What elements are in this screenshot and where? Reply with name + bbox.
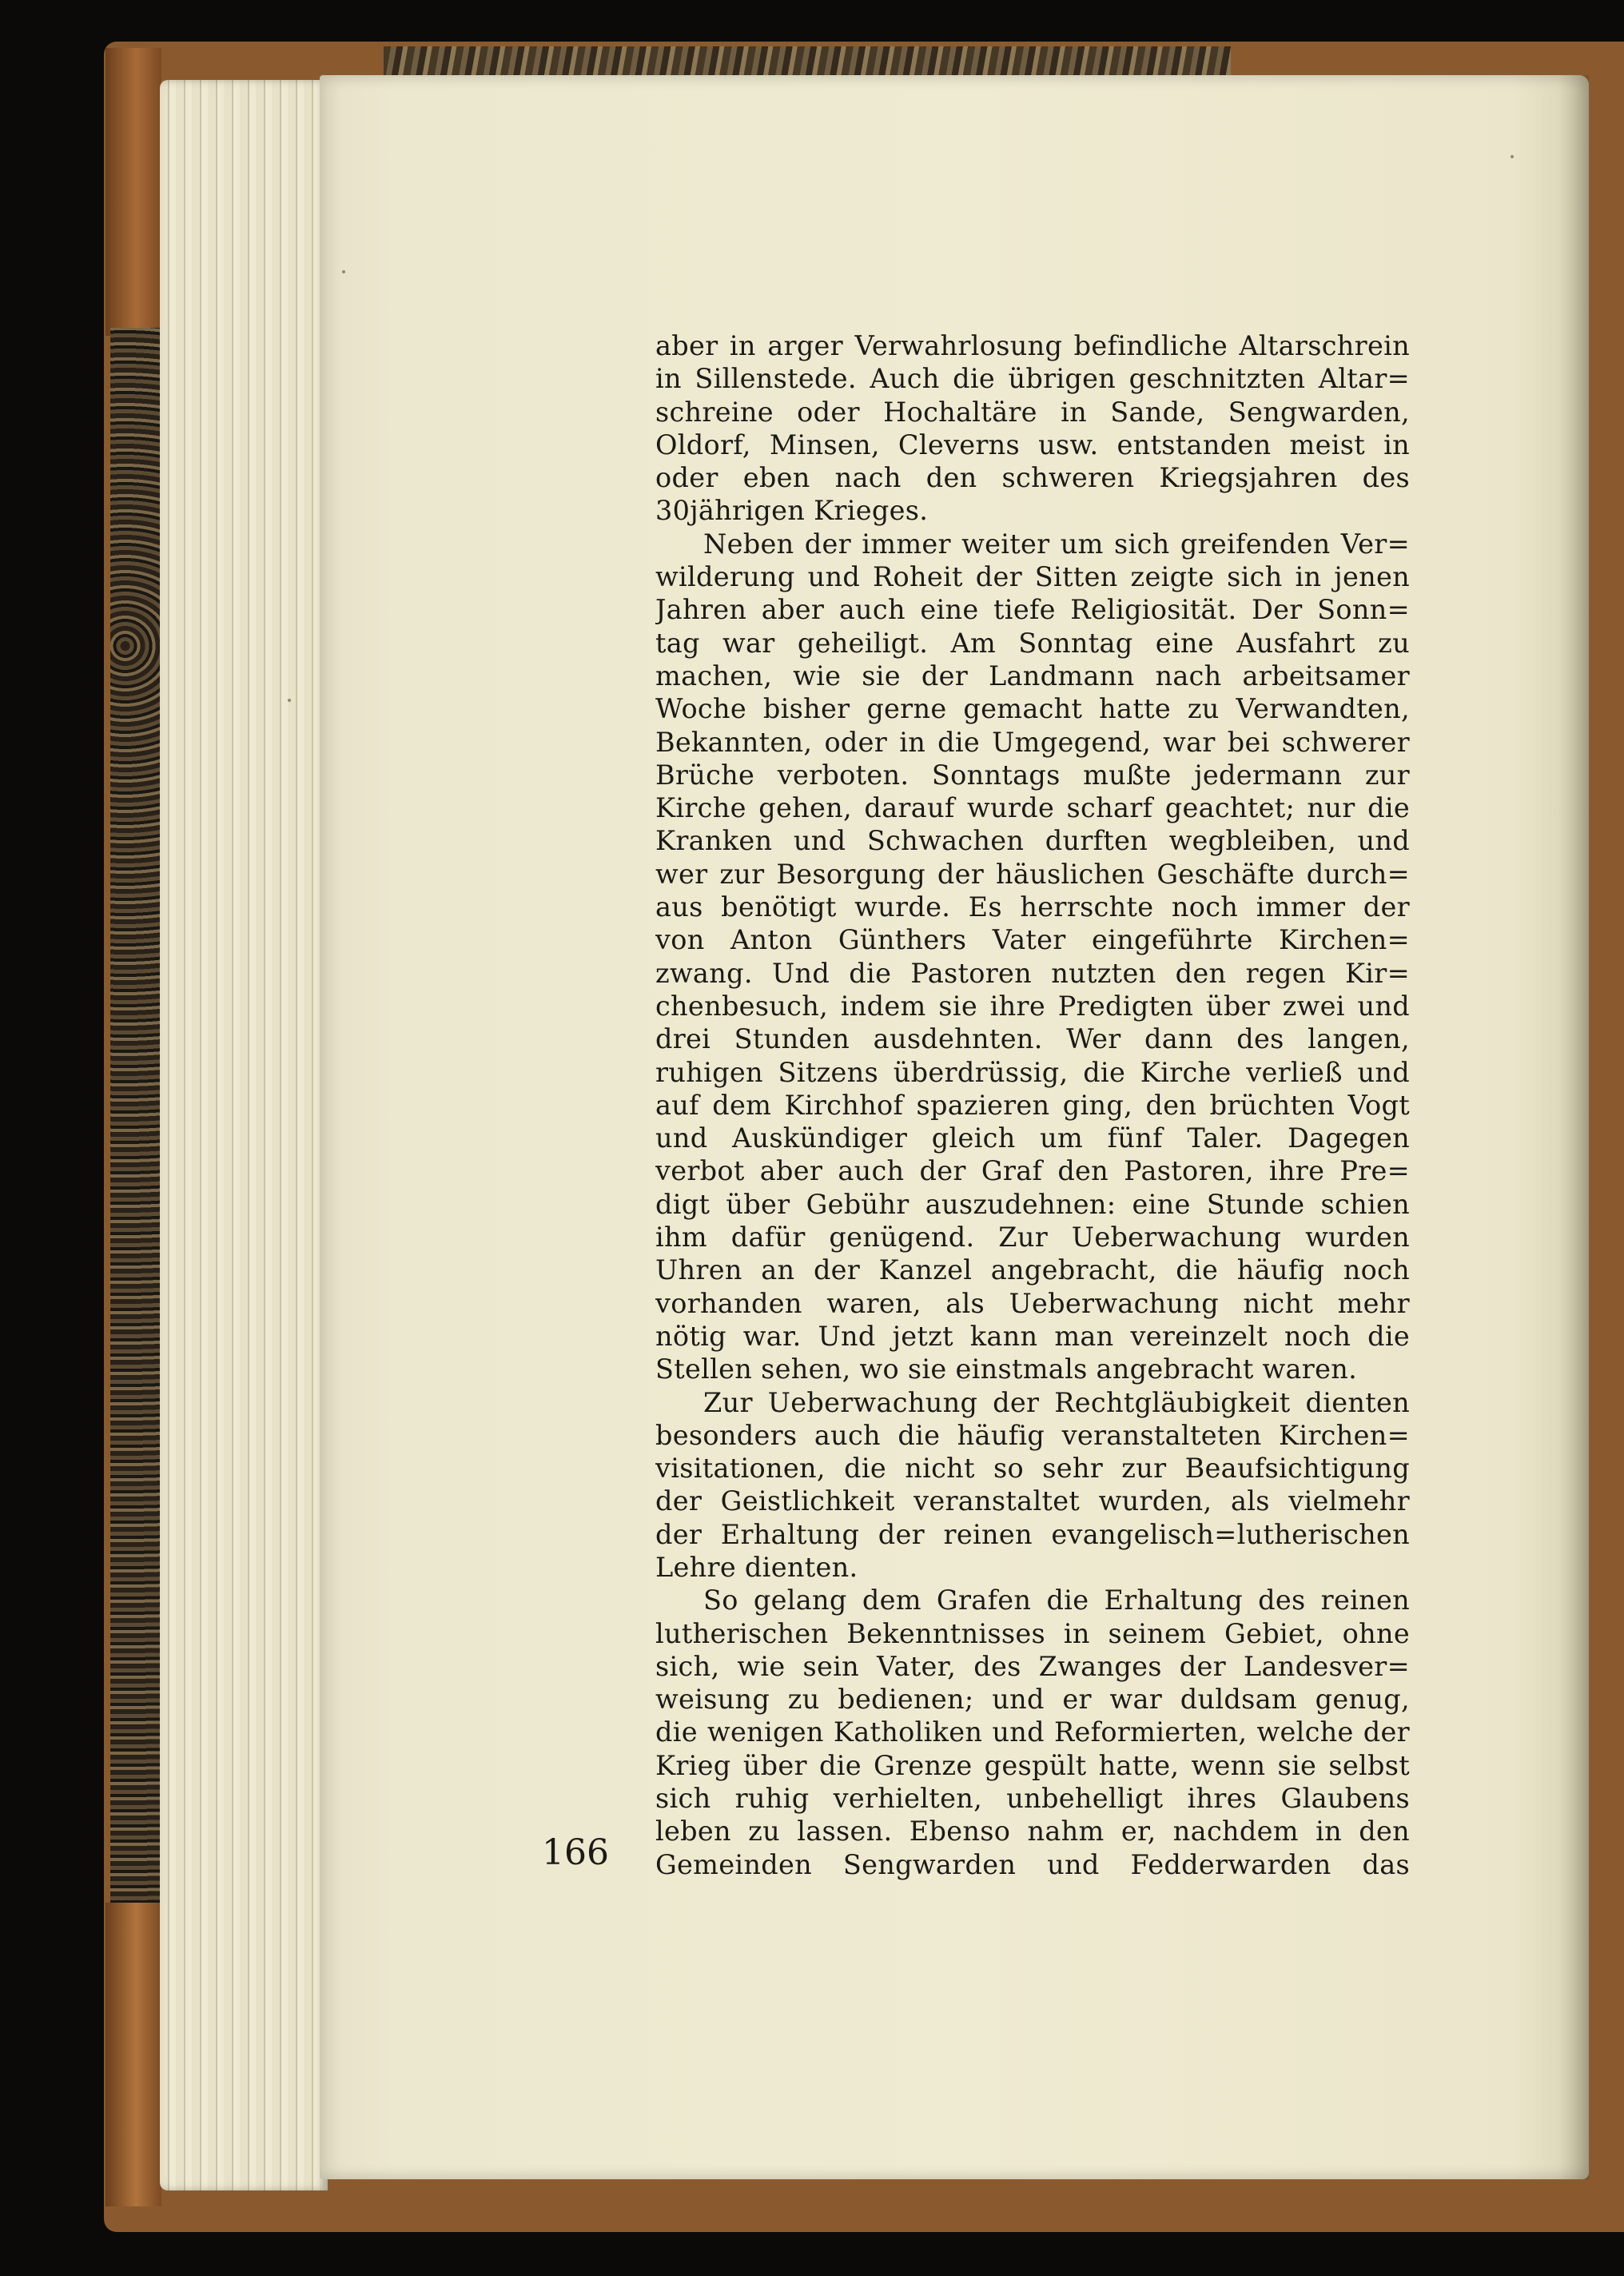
page-fore-edge [160,80,328,2190]
text-line: oder eben nach den schweren Kriegsjahren des [655,462,1410,494]
text-line: Bekannten, oder in die Umgegend, war bei schwerer [655,726,1410,758]
text-line: der Geistlichkeit veranstaltet wurden, als vielmehr [655,1485,1410,1517]
book-page [320,75,1589,2179]
marbled-edge-top [384,46,1231,78]
marbled-board [110,328,160,1919]
text-line: weisung zu bedienen; und er war duldsam genug, [655,1684,1410,1716]
text-line: Neben der immer weiter um sich greifenden Ver= [703,528,1410,560]
text-line: schreine oder Hochaltäre in Sande, Sengwarden, [655,396,1410,428]
text-line: verbot aber auch der Graf den Pastoren, ihre Pre= [655,1155,1410,1187]
body-text [655,329,1410,1881]
text-line: die wenigen Katholiken und Reformierten, welche der [655,1716,1410,1748]
text-line: der Erhaltung der reinen evangelisch=lutherischen [655,1518,1410,1550]
text-line: aus benötigt wurde. Es herrschte noch immer der [655,891,1410,923]
text-line: Zur Ueberwachung der Rechtgläubigkeit dienten [703,1386,1410,1418]
text-line: tag war geheiligt. Am Sonntag eine Ausfahrt zu [655,627,1410,659]
paper-speck [342,270,345,273]
text-line: Jahren aber auch eine tiefe Religiosität. Der Sonn= [655,594,1410,626]
text-line: machen, wie sie der Landmann nach arbeitsamer [655,660,1410,692]
page-gutter-shadow [1558,75,1589,2179]
text-line: Gemeinden Sengwarden und Fedderwarden das [655,1848,1410,1880]
text-line: in Sillenstede. Auch die übrigen geschnitzten Altar= [655,363,1410,395]
text-line: ihm dafür genügend. Zur Ueberwachung wurden [655,1222,1410,1254]
text-line: Oldorf, Minsen, Cleverns usw. entstanden meist in [655,428,1410,460]
leather-edge-bottom [105,1903,161,2206]
text-line: lutherischen Bekenntnisses in seinem Gebiet, ohne [655,1617,1410,1649]
text-line: ruhigen Sitzens überdrüssig, die Kirche verließ und [655,1056,1410,1088]
text-line: Krieg über die Grenze gespült hatte, wenn sie selbst [655,1749,1410,1781]
text-line: leben zu lassen. Ebenso nahm er, nachdem in den [655,1816,1410,1848]
page-number: 166 [542,1832,609,1873]
text-line: nötig war. Und jetzt kann man vereinzelt noch die [655,1320,1410,1352]
text-line: wilderung und Roheit der Sitten zeigte sich in jenen [655,561,1410,593]
text-line: auf dem Kirchhof spazieren ging, den brüchten Vogt [655,1089,1410,1121]
text-line: Kranken und Schwachen durften wegbleiben, und [655,825,1410,857]
text-line: wer zur Besorgung der häuslichen Geschäfte durch= [655,858,1410,890]
paper-speck [288,699,291,702]
text-line: aber in arger Verwahrlosung befindliche Altarschrein [655,330,1410,361]
text-line: besonders auch die häufig veranstalteten Kirchen= [655,1419,1410,1451]
text-line: Lehre dienten. [655,1551,858,1583]
text-line: visitationen, die nicht so sehr zur Beaufsichtigung [655,1453,1410,1485]
leather-edge-top [105,48,161,336]
text-line: drei Stunden ausdehnten. Wer dann des langen, [655,1023,1410,1055]
text-line: So gelang dem Grafen die Erhaltung des reinen [703,1584,1410,1616]
text-line: chenbesuch, indem sie ihre Predigten über zwei und [655,990,1410,1022]
text-line: Uhren an der Kanzel angebracht, die häufig noch [655,1254,1410,1286]
text-line: von Anton Günthers Vater eingeführte Kirchen= [655,924,1410,956]
text-line: vorhanden waren, als Ueberwachung nicht mehr [655,1287,1410,1319]
text-line: Stellen sehen, wo sie einstmals angebracht waren. [655,1353,1358,1385]
paper-speck [1511,155,1514,158]
text-line: zwang. Und die Pastoren nutzten den regen Kir= [655,957,1410,989]
text-line: Kirche gehen, darauf wurde scharf geachtet; nur die [655,792,1410,824]
text-line: Woche bisher gerne gemacht hatte zu Verwandten, [655,693,1410,725]
text-line: 30jährigen Krieges. [655,495,929,527]
text-line: sich ruhig verhielten, unbehelligt ihres Glaubens [655,1783,1410,1815]
text-line: und Auskündiger gleich um fünf Taler. Dagegen [655,1122,1410,1154]
text-line: sich, wie sein Vater, des Zwanges der Landesver= [655,1650,1410,1682]
text-line: digt über Gebühr auszudehnen: eine Stunde schien [655,1188,1410,1220]
text-line: Brüche verboten. Sonntags mußte jedermann zur [655,759,1410,791]
